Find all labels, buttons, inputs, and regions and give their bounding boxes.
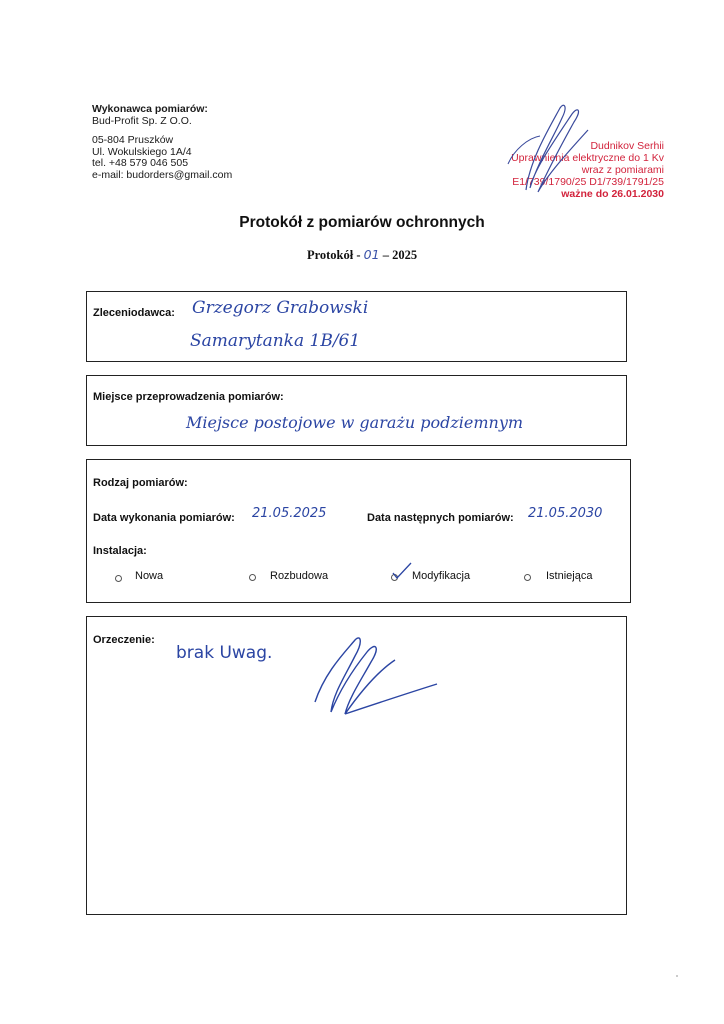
verdict-label: Orzeczenie: [93, 634, 155, 646]
installation-label: Instalacja: [93, 545, 147, 557]
measurement-type-label: Rodzaj pomiarów: [93, 477, 188, 489]
certification-stamp [468, 100, 668, 210]
option-nowa-label: Nowa [135, 570, 164, 582]
next-measurement-handwritten: 21.05.2030 [528, 506, 603, 521]
contractor-phone: tel. +48 579 046 505 [92, 157, 189, 169]
stamp-name: Dudnikov Serhii [590, 140, 664, 152]
verdict-value-handwritten: brak Uwag. [176, 643, 273, 663]
stamp-line3: E1/739/1790/25 D1/739/1791/25 [512, 176, 664, 188]
option-rozbudowa-label: Rozbudowa [270, 570, 329, 582]
protocol-number-handwritten: 01 [363, 247, 380, 262]
stamp-line4: ważne do 26.01.2030 [561, 188, 664, 200]
contractor-company: Bud-Profit Sp. Z O.O. [92, 114, 192, 127]
protocol-year: – 2025 [382, 248, 418, 262]
place-box [86, 375, 627, 446]
client-name-handwritten: Grzegorz Grabowski [192, 298, 369, 318]
radio-istniejaca[interactable] [524, 574, 531, 581]
place-value-handwritten: Miejsce postojowe w garażu podziemnym [186, 413, 524, 432]
option-modyfikacja-label: Modyfikacja [412, 570, 471, 582]
verdict-signature [305, 632, 445, 722]
document-title: Protokół z pomiarów ochronnych [239, 214, 485, 231]
protocol-number [0, 247, 724, 263]
contractor-block [92, 104, 232, 181]
client-label: Zleceniodawca: [93, 307, 175, 319]
contractor-label: Wykonawca pomiarów: [92, 103, 208, 115]
measurement-date-handwritten: 21.05.2025 [252, 506, 327, 521]
page-mark [676, 975, 678, 977]
next-measurement-label: Data następnych pomiarów: [367, 512, 514, 524]
stamp-signature [468, 100, 668, 210]
radio-rozbudowa[interactable] [249, 574, 256, 581]
stamp-line2: wraz z pomiarami [581, 164, 664, 176]
checkmark-icon [391, 561, 413, 581]
contractor-email: e-mail: budorders@gmail.com [92, 168, 233, 181]
protocol-prefix: Protokół - [306, 248, 361, 262]
place-label: Miejsce przeprowadzenia pomiarów: [93, 391, 284, 403]
contractor-street: Ul. Wokulskiego 1A/4 [92, 145, 192, 158]
client-address-handwritten: Samarytanka 1B/61 [190, 331, 361, 351]
radio-nowa[interactable] [115, 575, 122, 582]
measurement-date-label: Data wykonania pomiarów: [93, 512, 235, 524]
contractor-postal: 05-804 Pruszków [92, 134, 174, 146]
option-istniejaca-label: Istniejąca [546, 570, 593, 582]
stamp-line1: Uprawnienia elektryczne do 1 Kv [511, 152, 664, 164]
